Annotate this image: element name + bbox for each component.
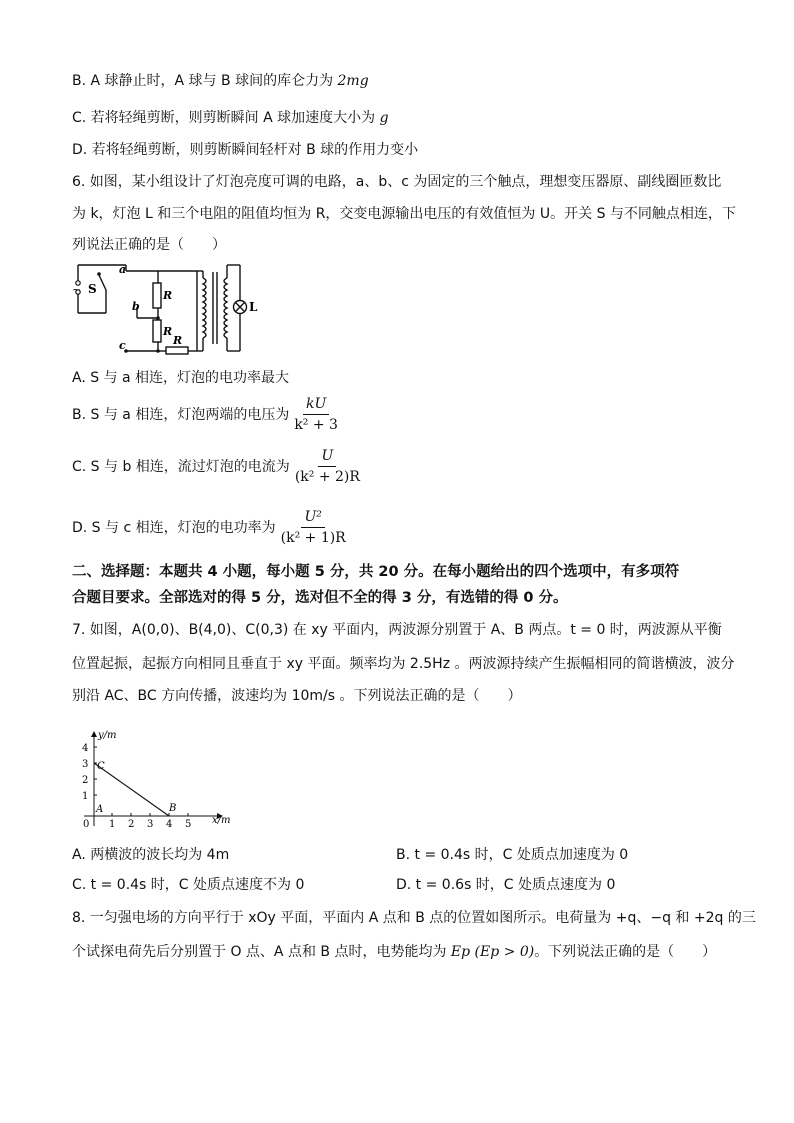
q7-x-tick-5: 5	[185, 819, 192, 830]
q7-x-tick-0: 0	[83, 819, 90, 830]
q8-potential-energy-expr: Ep (Ep > 0)	[450, 944, 535, 960]
q7-option-d: D. t = 0.6s 时，C 处质点速度为 0	[396, 877, 616, 893]
q8-stem-line1: 8. 一匀强电场的方向平行于 xOy 平面，平面内 A 点和 B 点的位置如图所示。电荷量为 +q、−q 和 +2q 的三	[72, 910, 756, 926]
q6-stem-line2: 为 k，灯泡 L 和三个电阻的阻值均恒为 R，交变电源输出电压的有效值恒为 U。开关 S 与不同触点相连，下	[72, 206, 736, 222]
q7-option-b: B. t = 0.4s 时，C 处质点加速度为 0	[396, 847, 629, 863]
q7-x-tick-3: 3	[147, 819, 154, 830]
q7-coordinate-graph	[70, 726, 240, 830]
q6-terminal-a-label: a	[119, 263, 127, 276]
q6-option-d: D. S 与 c 相连，灯泡的电功率为 $\frac{\text{U²}}{\text{(k² + 1)R}}$	[72, 505, 349, 551]
q7-option-a: A. 两横波的波长均为 4m	[72, 847, 230, 863]
q7-y-tick-3: 3	[82, 759, 89, 770]
q6-switch-label: S	[88, 282, 97, 296]
q6-option-b-fraction: $\frac{kU}{\text{k² + 3}}$	[294, 396, 338, 433]
q7-y-tick-2: 2	[82, 775, 89, 786]
q6-stem-line1: 6. 如图，某小组设计了灯泡亮度可调的电路，a、b、c 为固定的三个触点，理想变压器原、副线圈匝数比	[72, 174, 722, 190]
q8-stem-line2: 个试探电荷先后分别置于 O 点、A 点和 B 点时，电势能均为 Ep (Ep > 0)。下列说法正确的是（ ）	[72, 944, 717, 960]
q6-resistor-3-label: R	[173, 334, 183, 347]
q7-point-a-label: A	[96, 804, 104, 815]
q6-source-symbol: ~	[72, 283, 82, 296]
q6-stem-line3: 列说法正确的是（ ）	[72, 237, 226, 253]
section-2-heading-line1: 二、选择题：本题共 4 小题，每小题 5 分，共 20 分。在每小题给出的四个选项中，有多项符	[72, 564, 680, 580]
q6-lamp-label: L	[249, 300, 258, 314]
q7-x-tick-1: 1	[109, 819, 116, 830]
q6-circuit-diagram	[70, 262, 270, 358]
q5-option-d: D. 若将轻绳剪断，则剪断瞬间轻杆对 B 球的作用力变小	[72, 142, 419, 158]
q7-stem-line1: 7. 如图，A(0,0)、B(4,0)、C(0,3) 在 xy 平面内，两波源分别置于 A、B 两点。t = 0 时，两波源从平衡	[72, 622, 722, 638]
q6-option-d-fraction: $\frac{\text{U²}}{\text{(k² + 1)R}}$	[280, 509, 346, 546]
q6-option-a: A. S 与 a 相连，灯泡的电功率最大	[72, 370, 290, 386]
q7-option-c: C. t = 0.4s 时，C 处质点速度不为 0	[72, 877, 305, 893]
q7-x-axis-label: x/m	[212, 815, 231, 826]
section-2-heading-line2: 合题目要求。全部选对的得 5 分，选对但不全的得 3 分，有选错的得 0 分。	[72, 590, 568, 606]
q7-point-b-label: B	[169, 803, 177, 814]
q7-x-tick-4: 4	[166, 819, 173, 830]
q6-option-c-fraction: $\frac{U}{\text{(k² + 2)R}}$	[294, 448, 360, 485]
q7-x-tick-2: 2	[128, 819, 135, 830]
q7-stem-line2: 位置起振，起振方向相同且垂直于 xy 平面。频率均为 2.5Hz 。两波源持续产生振幅相同的简谐横波，波分	[72, 656, 735, 672]
q5-option-b-math: 2mg	[337, 73, 369, 89]
q6-option-b: B. S 与 a 相连，灯泡两端的电压为 $\frac{kU}{\text{k² + 3}}$	[72, 395, 341, 435]
q6-option-c: C. S 与 b 相连，流过灯泡的电流为 $\frac{U}{\text{(k² + 2)R}}$	[72, 445, 363, 489]
q5-option-c-math: g	[379, 110, 389, 126]
q7-point-c-label: C	[97, 761, 105, 772]
q7-y-tick-4: 4	[82, 743, 89, 754]
q7-stem-line3: 别沿 AC、BC 方向传播，波速均为 10m/s 。下列说法正确的是（ ）	[72, 688, 522, 704]
q7-segment-cb	[94, 763, 169, 816]
q7-y-tick-1: 1	[82, 791, 89, 802]
q5-option-b: B. A 球静止时，A 球与 B 球间的库仑力为 2mg	[72, 73, 369, 89]
q6-terminal-b-label: b	[132, 300, 140, 313]
q6-resistor-2-label: R	[163, 325, 173, 338]
q6-terminal-c-label: c	[119, 339, 126, 352]
q5-option-c: C. 若将轻绳剪断，则剪断瞬间 A 球加速度大小为 g	[72, 110, 389, 126]
q6-resistor-1-label: R	[163, 289, 173, 302]
q7-y-axis-label: y/m	[98, 730, 117, 741]
